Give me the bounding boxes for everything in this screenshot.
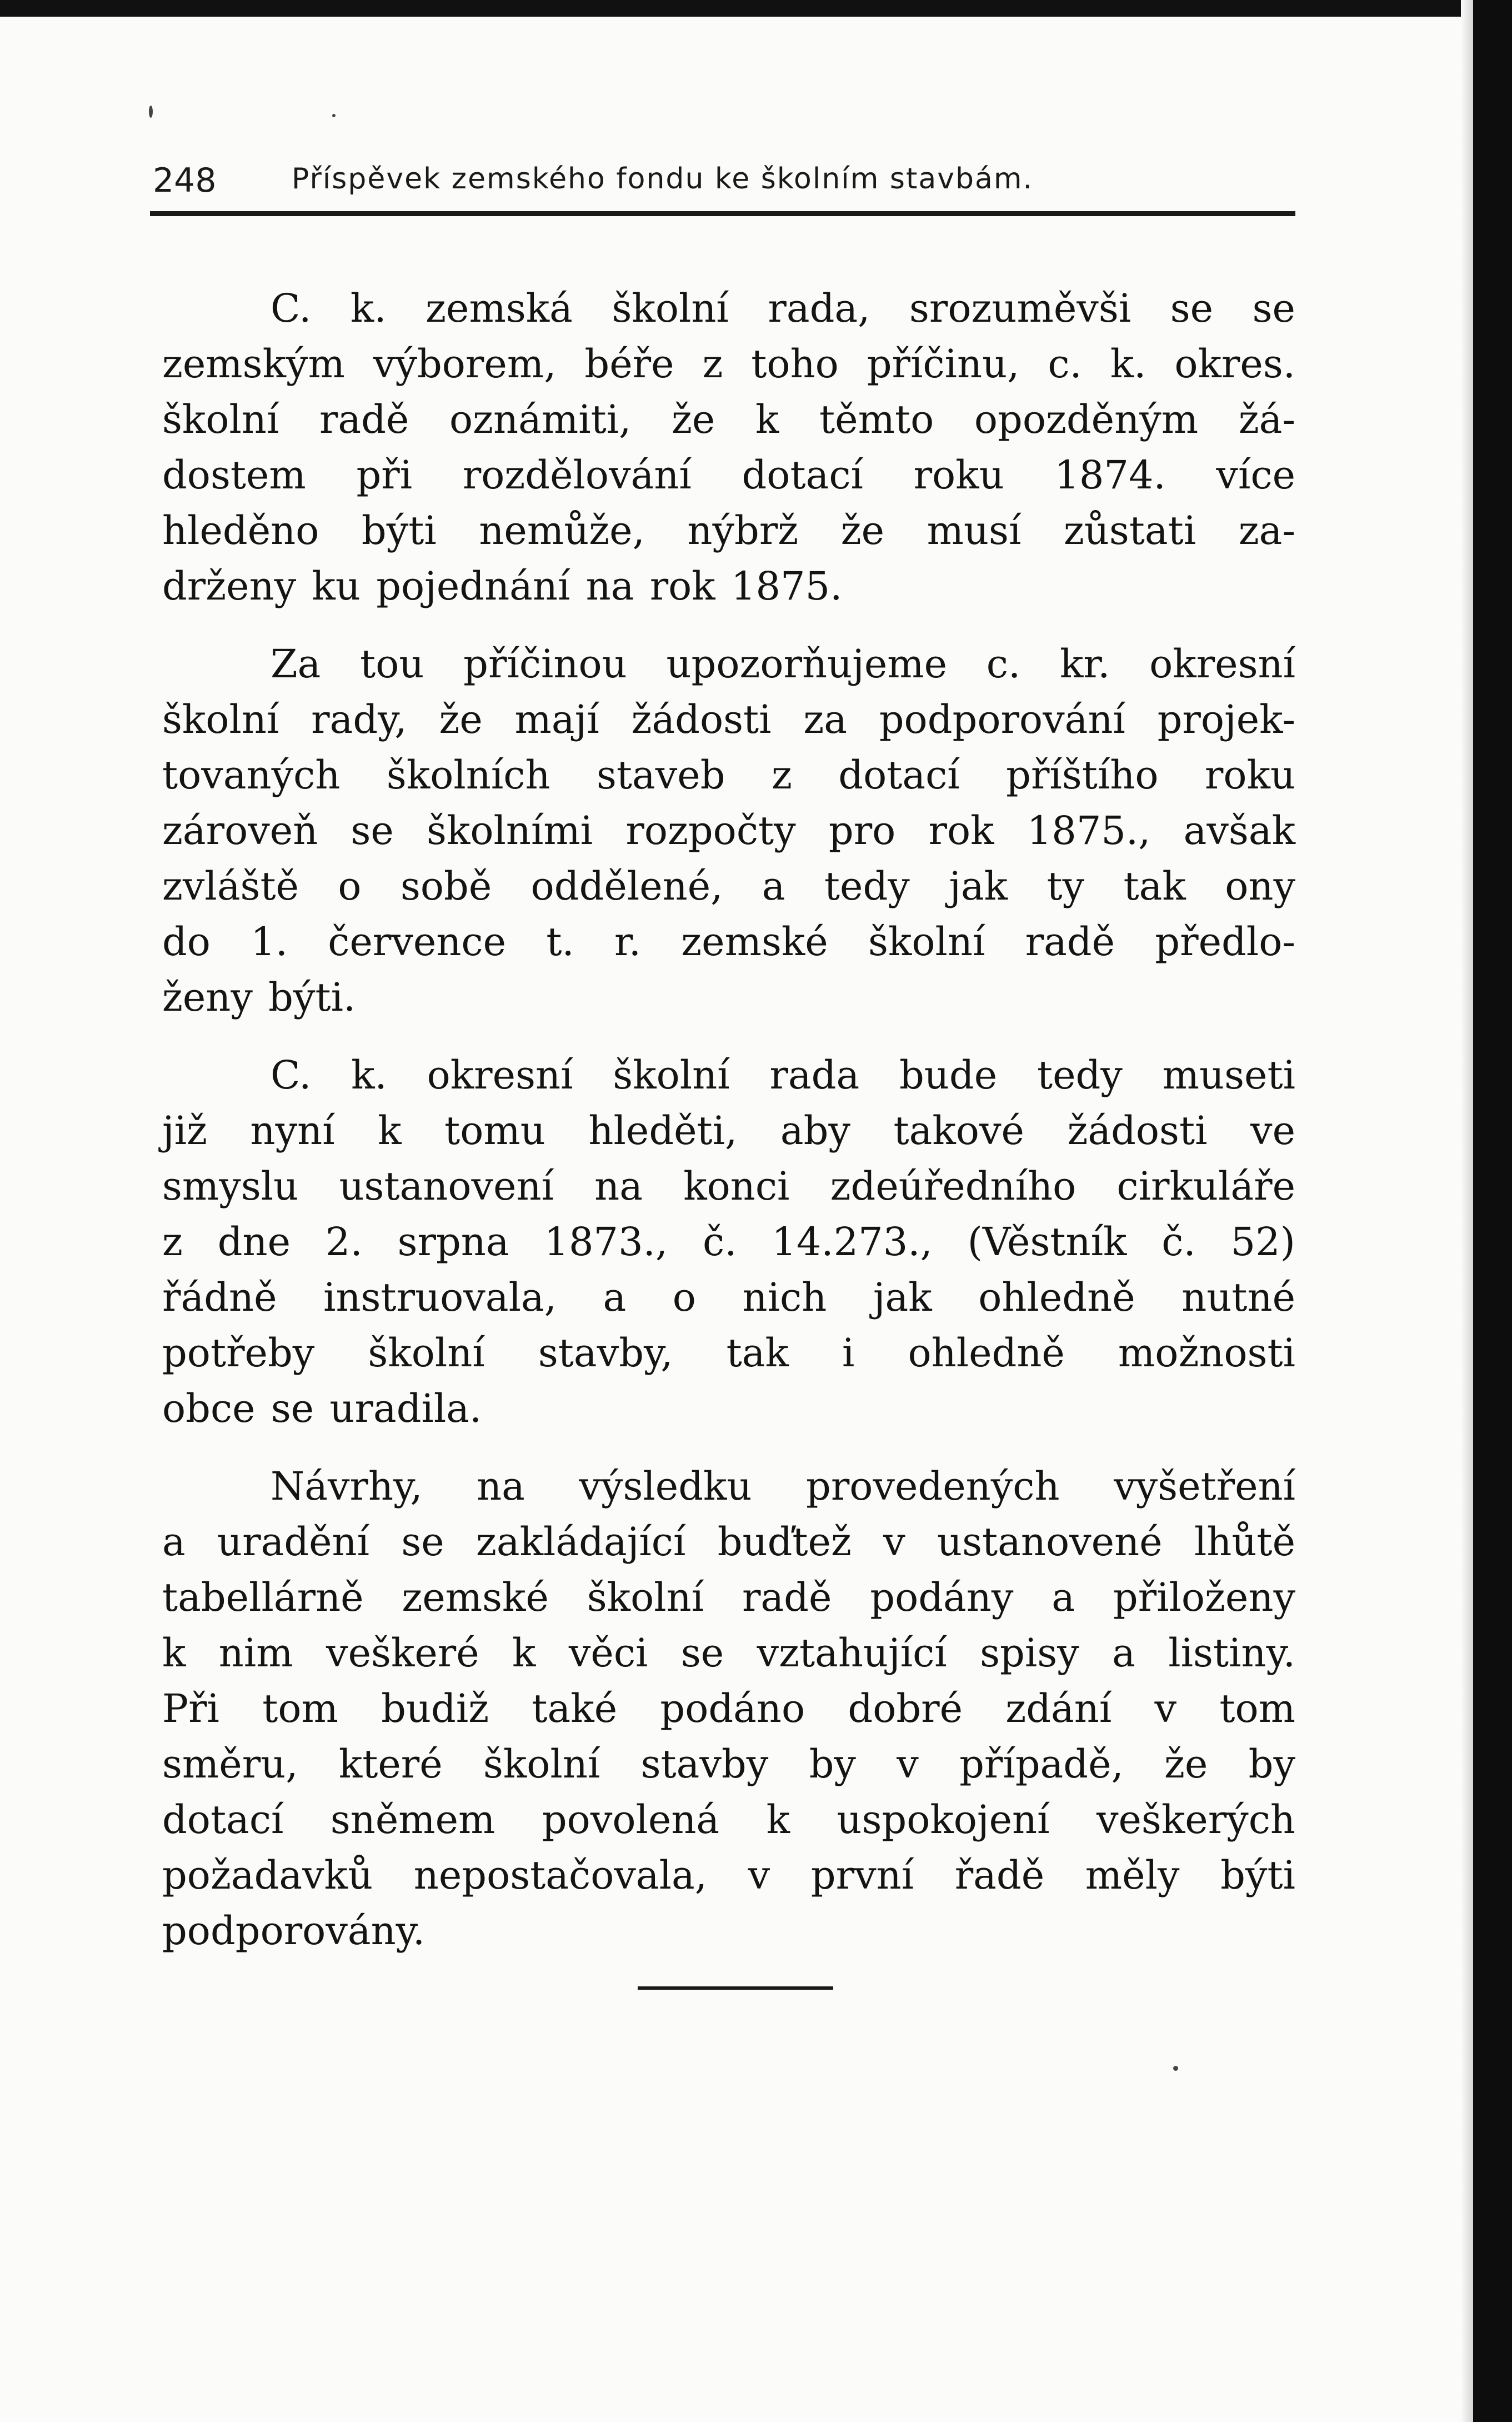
body-text — [162, 281, 1295, 1981]
text-line: řádně instruovala, a o nich jak ohledně nutné — [162, 1275, 1295, 1320]
text-line: drženy ku pojednání na rok 1875. — [162, 563, 843, 609]
text-line: Při tom budiž také podáno dobré zdání v tom — [162, 1686, 1295, 1731]
text-line: smyslu ustanovení na konci zdeúředního cirkuláře — [162, 1163, 1295, 1209]
text-line: směru, které školní stavby by v případě, že by — [162, 1741, 1295, 1787]
header-rule — [150, 211, 1295, 216]
text-line: ženy býti. — [162, 975, 356, 1020]
scan-speck — [149, 106, 153, 118]
running-title: Příspěvek zemského fondu ke školním stavbám. — [292, 162, 1034, 196]
page-header — [153, 150, 1297, 211]
paragraph — [162, 1047, 1295, 1436]
text-line: C. k. zemská školní rada, srozuměvši se se — [271, 286, 1295, 331]
text-line: podporovány. — [162, 1908, 425, 1954]
text-line: do 1. července t. r. zemské školní radě předlo- — [162, 919, 1295, 965]
text-line: zvláště o sobě oddělené, a tedy jak ty tak ony — [162, 863, 1295, 909]
text-line: zároveň se školními rozpočty pro rok 1875., avšak — [162, 808, 1295, 853]
text-line: školní radě oznámiti, že k těmto opozděným žá- — [162, 397, 1295, 442]
scan-right-edge — [1473, 0, 1512, 2422]
text-line: obce se uradila. — [162, 1386, 482, 1431]
text-line: zemským výborem, béře z toho příčinu, c. k. okres. — [162, 341, 1295, 387]
section-end-rule — [638, 1986, 833, 1990]
text-line: školní rady, že mají žádosti za podporování projek- — [162, 697, 1295, 742]
paragraph — [162, 636, 1295, 1025]
page-number: 248 — [153, 161, 217, 200]
paragraph — [162, 281, 1295, 614]
text-line: již nyní k tomu hleděti, aby takové žádosti ve — [162, 1108, 1295, 1153]
scan-speck — [332, 114, 336, 117]
scan-speck — [1173, 2066, 1178, 2071]
text-line: Za tou příčinou upozorňujeme c. kr. okresní — [271, 641, 1295, 687]
text-line: potřeby školní stavby, tak i ohledně možnosti — [162, 1330, 1295, 1376]
text-line: hleděno býti nemůže, nýbrž že musí zůstati za- — [162, 508, 1295, 553]
text-line: dotací sněmem povolená k uspokojení veškerých — [162, 1797, 1295, 1842]
text-line: a uradění se zakládající buďtež v ustanovené lhůtě — [162, 1519, 1295, 1565]
text-line: z dne 2. srpna 1873., č. 14.273., (Věstník č. 52) — [162, 1219, 1295, 1265]
text-line: k nim veškeré k věci se vztahující spisy a listiny. — [162, 1630, 1295, 1676]
paragraph — [162, 1459, 1295, 1959]
text-line: C. k. okresní školní rada bude tedy museti — [271, 1052, 1295, 1098]
text-line: dostem při rozdělování dotací roku 1874. více — [162, 452, 1295, 498]
page-edge-shadow — [1461, 0, 1473, 2422]
scan-top-edge — [0, 0, 1512, 17]
text-line: tabellárně zemské školní radě podány a přiloženy — [162, 1575, 1295, 1620]
text-line: požadavků nepostačovala, v první řadě měly býti — [162, 1852, 1295, 1898]
text-line: tovaných školních staveb z dotací příštího roku — [162, 752, 1295, 798]
text-line: Návrhy, na výsledku provedených vyšetření — [271, 1464, 1295, 1509]
